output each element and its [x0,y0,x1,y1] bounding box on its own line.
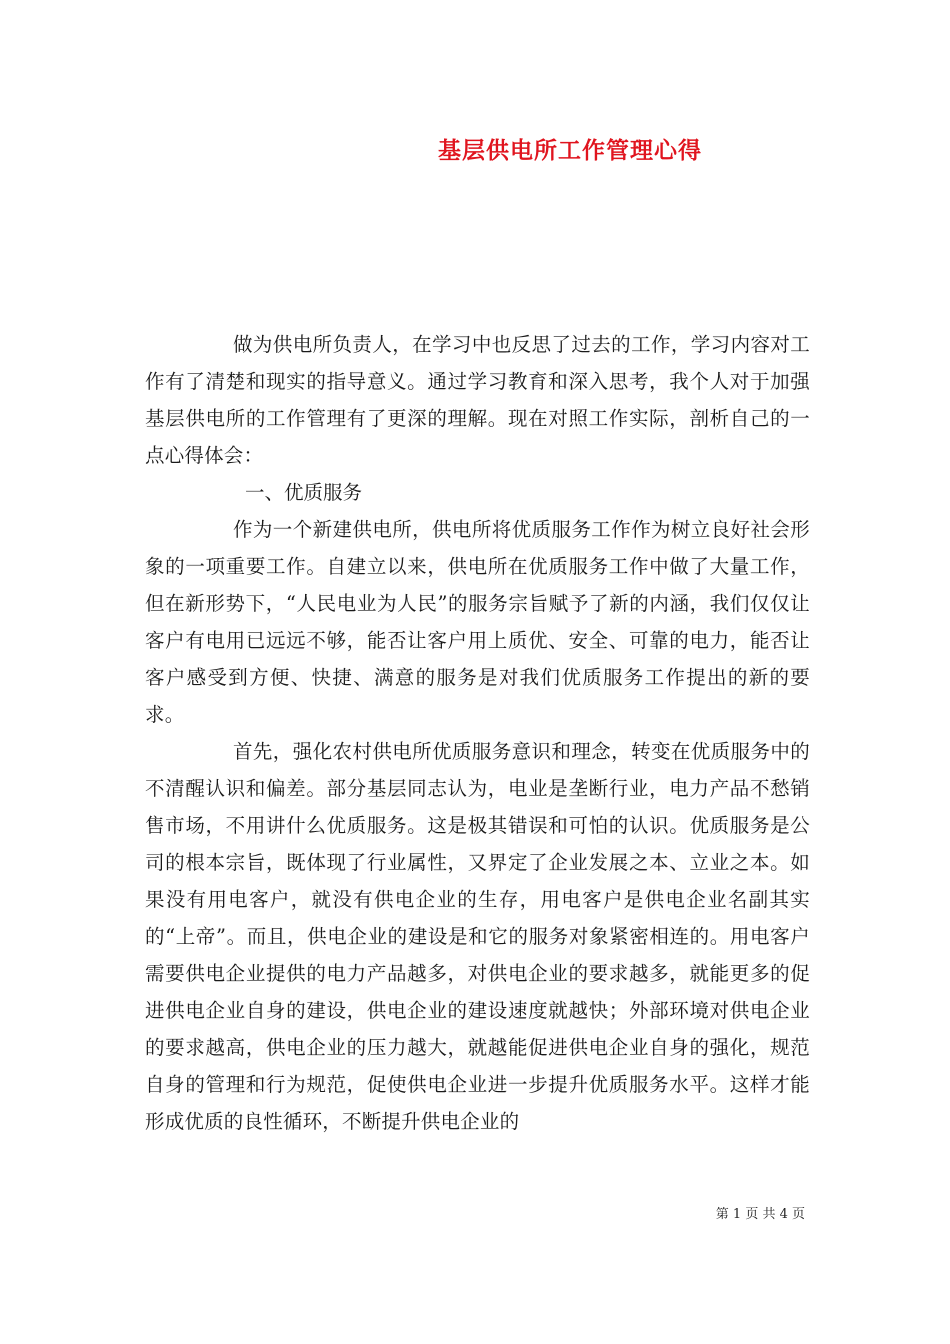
first-point-paragraph: 首先，强化农村供电所优质服务意识和理念，转变在优质服务中的不清醒认识和偏差。部分基层同志认为，电业是垄断行业，电力产品不愁销售市场，不用讲什么优质服务。这是极其错误和可怕的认识。优质服务是公司的根本宗旨，既体现了行业属性，又界定了企业发展之本、立业之本。如果没有用电客户，就没有供电企业的生存，用电客户是供电企业名副其实的“上帝”。而且，供电企业的建设是和它的服务对象紧密相连的。用电客户需要供电企业提供的电力产品越多，对供电企业的要求越多，就能更多的促进供电企业自身的建设，供电企业的建设速度就越快；外部环境对供电企业的要求越高，供电企业的压力越大，就越能促进供电企业自身的强化，规范自身的管理和行为规范，促使供电企业进一步提升优质服务水平。这样才能形成优质的良性循环，不断提升供电企业的 [145,740,810,1133]
document-title: 基层供电所工作管理心得 [438,137,702,164]
intro-paragraph: 做为供电所负责人，在学习中也反思了过去的工作，学习内容对工作有了清楚和现实的指导意义。通过学习教育和深入思考，我个人对于加强基层供电所的工作管理有了更深的理解。现在对照工作实际，剖析自己的一点心得体会： [145,333,810,467]
section-heading: 一、优质服务 [245,481,363,504]
service-paragraph: 作为一个新建供电所，供电所将优质服务工作作为树立良好社会形象的一项重要工作。自建立以来，供电所在优质服务工作中做了大量工作，但在新形势下，“人民电业为人民”的服务宗旨赋予了新的内涵，我们仅仅让客户有电用已远远不够，能否让客户用上质优、安全、可靠的电力，能否让客户感受到方便、快捷、满意的服务是对我们优质服务工作提出的新的要求。 [145,518,810,726]
document-body [145,326,810,1140]
page-number: 第 1 页 共 4 页 [715,1207,805,1222]
